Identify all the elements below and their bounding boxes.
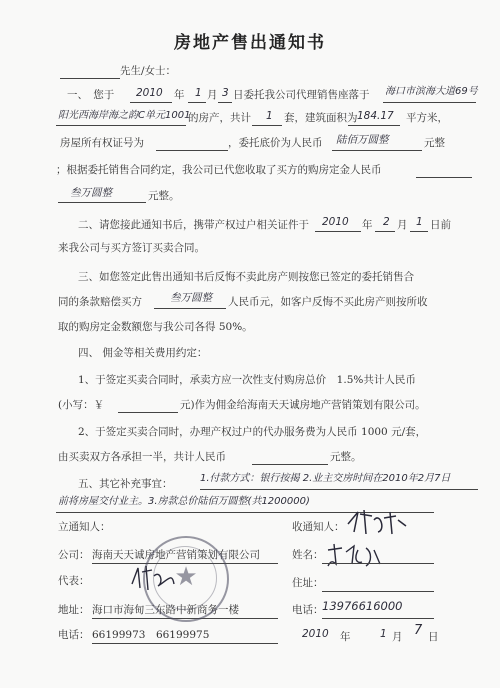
phone2-label: 电话： — [292, 604, 324, 616]
p1-text: 月 — [207, 89, 218, 101]
representative-signature — [128, 562, 178, 594]
date-day: 7 — [414, 623, 423, 638]
date-day-unit: 日 — [428, 631, 439, 643]
blank — [383, 101, 476, 103]
p3-text: 取的购房定金数额您与我公司各得 50%。 — [58, 321, 253, 333]
p1-address-cont: 阳光西海岸海之韵C单元1001 — [58, 110, 191, 121]
p1-price: 陆佰万圆整 — [336, 134, 389, 146]
p1-text: 套，建筑面积为 — [284, 112, 358, 124]
blank — [315, 230, 361, 232]
p5-heading: 五、其它补充事宜： — [78, 478, 173, 490]
p5-handwritten-1: 1.付款方式：银行按揭 2.业主交房时间在2010年2月7日 — [200, 473, 451, 484]
blank — [348, 124, 400, 126]
blank — [322, 617, 434, 619]
date-year-unit: 年 — [340, 631, 351, 643]
recipient-phone: 13976616000 — [322, 599, 403, 613]
blank — [58, 201, 146, 203]
p3-amount: 叁万圆整 — [170, 292, 212, 304]
p1-area: 184.17 — [357, 110, 394, 122]
p1-count: 1 — [266, 110, 273, 122]
page-title: 房地产售出通知书 — [174, 33, 326, 53]
p1-text: 平方米， — [406, 112, 448, 124]
date-month: 1 — [380, 628, 387, 640]
p4-text: 2、于签定买卖合同时，办理产权过户的代办服务费为人民币 1000 元/套， — [78, 426, 427, 438]
p1-year: 2010 — [136, 87, 163, 99]
p1-text: ，委托底价为人民币 — [228, 137, 323, 149]
p1-text: 一、 您于 — [67, 89, 115, 101]
p3-text: 三、如您签定此售出通知书后反悔不卖此房产则按您已签定的委托销售合 — [78, 271, 414, 283]
company-label: 公司： — [58, 549, 90, 561]
p4-text: 由买卖双方各承担一半，共计人民币 — [58, 451, 226, 463]
p1-text: ；根据委托销售合同约定，我公司已代您收取了买方的购房定金人民币 — [56, 164, 382, 176]
recipient-signature — [344, 506, 410, 538]
rep-label: 代表： — [58, 575, 90, 587]
p2-text: 日前 — [430, 219, 451, 231]
p5-handwritten-2: 前将房屋交付业主。3.房款总价陆佰万圆整(共1200000) — [58, 496, 310, 507]
blank — [92, 642, 278, 644]
company-phone: 66199973 66199975 — [92, 629, 210, 641]
phone-label: 电话： — [58, 629, 90, 641]
blank — [218, 101, 232, 103]
blank — [200, 488, 478, 490]
name-blank — [60, 77, 120, 79]
company-address: 海口市海甸三东路中新商务一楼 — [92, 604, 239, 616]
date-month-unit: 月 — [392, 631, 403, 643]
blank — [56, 124, 186, 126]
recipient-label: 收通知人： — [292, 521, 345, 533]
p2-text: 来我公司与买方签订买卖合同。 — [58, 242, 205, 254]
p4-text: (小写：￥ — [58, 399, 105, 411]
blank — [118, 411, 178, 413]
p1-text: 的房产，共计 — [188, 112, 251, 124]
address-label: 地址： — [58, 604, 90, 616]
p1-address: 海口市滨海大道69号 — [385, 86, 478, 97]
p3-text: 同的条款赔偿买方 — [58, 296, 142, 308]
blank — [375, 230, 395, 232]
p2-text: 二、请您接此通知书后，携带产权过户相关证件于 — [78, 219, 309, 231]
blank — [322, 590, 434, 592]
p1-month: 1 — [195, 87, 202, 99]
p2-day: 1 — [416, 216, 423, 228]
seal-star-icon: ★ — [174, 562, 198, 592]
p1-text: 年 — [174, 89, 185, 101]
residence-label: 住址： — [292, 577, 324, 589]
p1-text: 日委托我公司代理销售座落于 — [233, 89, 370, 101]
p4-text: 元整。 — [330, 451, 362, 463]
salutation: 先生/女士： — [120, 65, 177, 77]
blank — [252, 124, 282, 126]
p2-text: 月 — [397, 219, 408, 231]
p3-text: 人民币元，如客户反悔不买此房产则按所收 — [228, 296, 428, 308]
p2-month: 2 — [383, 216, 390, 228]
p1-text: 元整。 — [148, 190, 180, 202]
p1-text: 元整 — [424, 137, 445, 149]
recipient-name-signature — [324, 540, 384, 570]
p4-text: 元)作为佣金给海南天天诚房地产营销策划有限公司。 — [180, 399, 426, 411]
date-year: 2010 — [302, 628, 329, 640]
blank — [410, 230, 428, 232]
blank — [416, 176, 472, 178]
p2-text: 年 — [362, 219, 373, 231]
p1-day: 3 — [222, 87, 229, 99]
blank — [130, 101, 172, 103]
p4-heading: 四、 佣金等相关费用约定： — [78, 347, 208, 359]
blank — [188, 101, 206, 103]
p4-text: 1、于签定买卖合同时，承卖方应一次性支付购房总价 1.5%共计人民币 — [78, 374, 416, 386]
p2-year: 2010 — [322, 216, 349, 228]
blank — [252, 463, 328, 465]
blank — [154, 307, 226, 309]
company-name: 海南天天诚房地产营销策划有限公司 — [92, 549, 260, 561]
p1-text: 房屋所有权证号为 — [60, 137, 144, 149]
notifier-label: 立通知人： — [58, 521, 111, 533]
blank — [322, 562, 434, 564]
blank — [332, 149, 422, 151]
p1-deposit: 叁万圆整 — [70, 187, 112, 199]
name-label: 姓名： — [292, 549, 324, 561]
blank — [156, 149, 228, 151]
